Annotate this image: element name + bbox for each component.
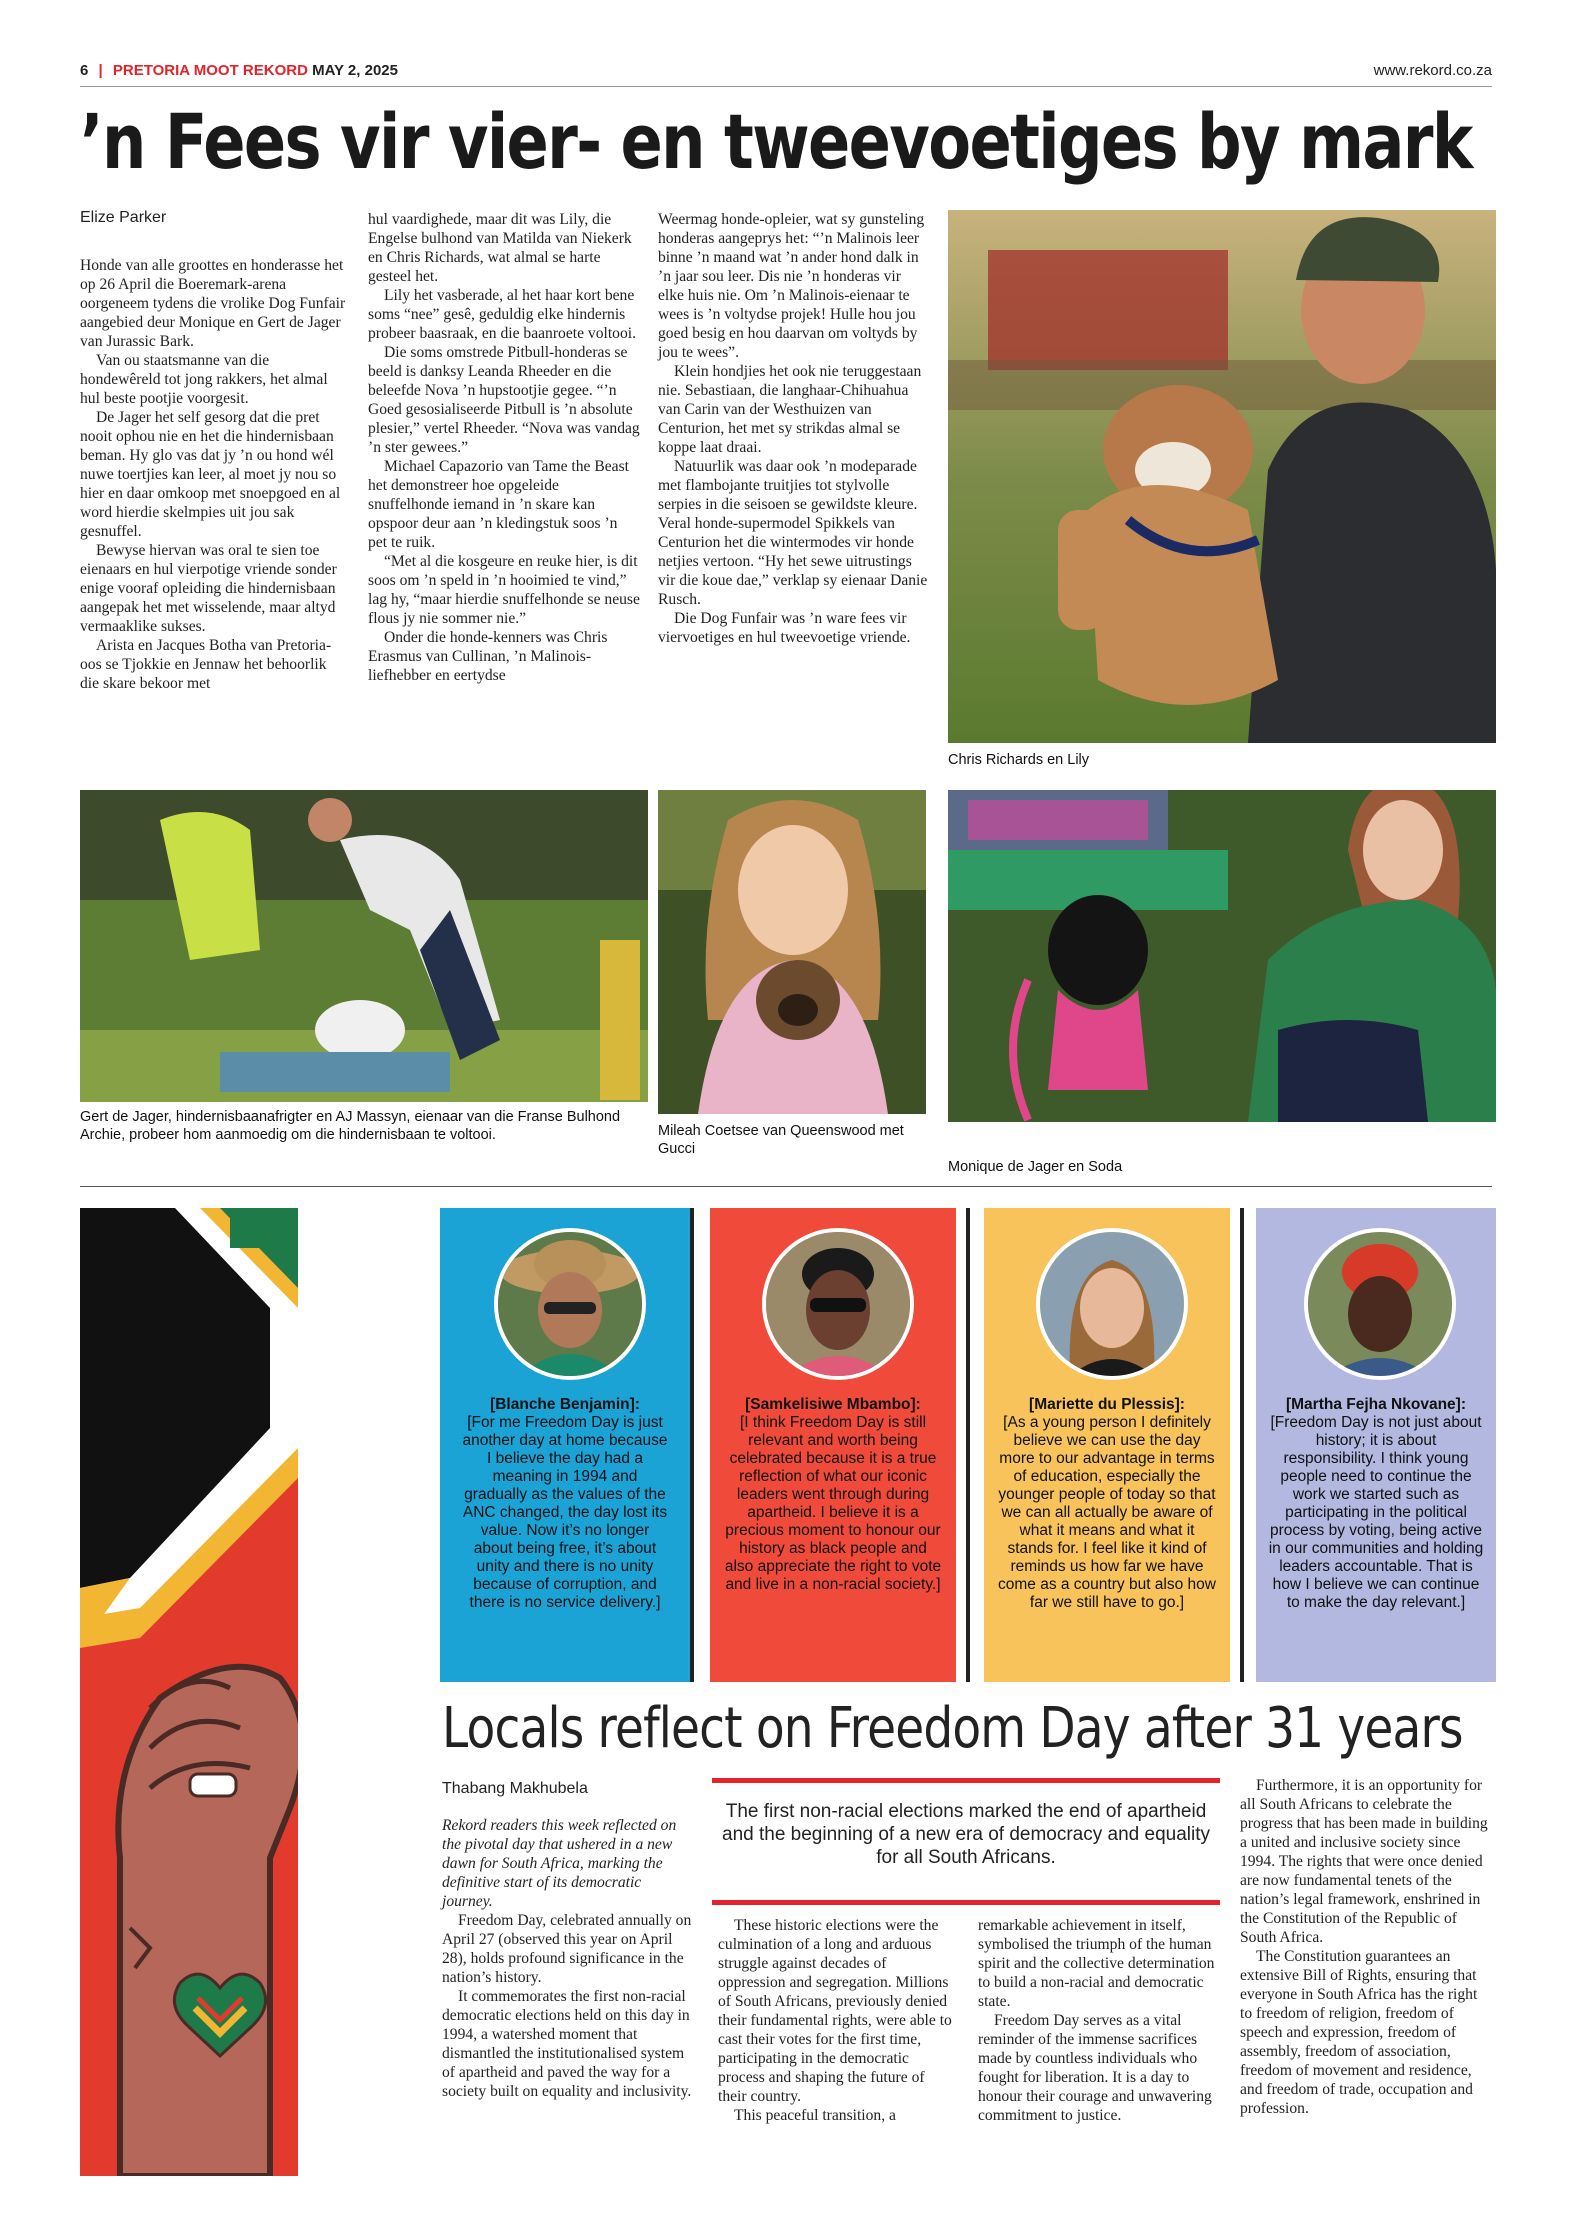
article-column-1 xyxy=(80,256,348,693)
paragraph: These historic elections were the culmination of a long and arduous struggle against decades of oppression and segregation. Millions of South Africans, previously denied their fundamental rights, were able to cast their votes for the first time, participating in the democratic process and shaping the future of their country. xyxy=(718,1917,952,2105)
paragraph xyxy=(442,1816,694,1911)
paragraph: hul vaardighede, maar dit was Lily, die Engelse bulhond van Matilda van Niekerk en Chris Richards, wat almal se harte gesteel het. xyxy=(368,211,632,285)
paragraph: Furthermore, it is an opportunity for all South Africans to celebrate the progress that has been made in building a united and inclusive society since 1994. The rights that were once denied are now fundamental tenets of the nation’s legal framework, enshrined in the Constitution of the Republic of South Africa. xyxy=(1240,1777,1488,1946)
quote-text-blanche xyxy=(460,1396,670,1612)
avatar xyxy=(494,1228,646,1380)
paragraph: “Met al die kosgeure en reuke hier, is dit soos om ’n speld in ’n hooimied te vind,” lag hy, “maar hierdie snuffelhonde se neuse flous jy nie sommer nie.” xyxy=(368,553,640,627)
pullquote: The first non-racial elections marked the end of apartheid and the beginning of a new era of democracy and equality for all South Africans. xyxy=(722,1801,1210,1868)
freedom-column-2 xyxy=(718,1916,956,2125)
website-link[interactable]: www.rekord.co.za xyxy=(1373,62,1492,79)
paragraph: Lily het vasberade, al het haar kort bene soms “nee” gesê, geduldig elke hindernis probeer baasraak, en die baanroete voltooi. xyxy=(368,287,637,342)
paragraph: Onder die honde-kenners was Chris Erasmus van Cullinan, ’n Malinois-liefhebber en eertydse xyxy=(368,629,608,684)
paragraph: This peaceful transition, a xyxy=(734,2107,896,2124)
paragraph: remarkable achievement in itself, symbolised the triumph of the human spirit and the collective determination to build a non-racial and democratic state. xyxy=(978,1917,1215,2010)
quote-body: [For me Freedom Day is just another day at home because I believe the day had a meaning in 1994 and gradually as the values of the ANC changed, the day lost its value. Now it’s no longer about being free, it’s about unity and there is no unity because of corruption, and there is no service delivery.] xyxy=(462,1414,668,1611)
paragraph: Honde van alle groottes en honderasse het op 26 April die Boeremark-arena oorgeneem tydens die vrolike Dog Funfair aangebied deur Monique en Gert de Jager van Jurassic Bark. xyxy=(80,257,346,350)
article-column-3 xyxy=(658,210,930,647)
publication-date: MAY 2, 2025 xyxy=(312,62,398,79)
article-column-2 xyxy=(368,210,640,685)
article-byline: Elize Parker xyxy=(80,209,167,226)
caption-monique: Monique de Jager en Soda xyxy=(948,1159,1123,1175)
freedom-headline: Locals reflect on Freedom Day after 31 years xyxy=(442,1696,1463,1761)
paragraph: Weermag honde-opleier, wat sy gunsteling honderas aangeprys het: “’n Malinois leer binne ’n maand wat ’n ander hond dalk in ’n jaar sou leer. Dis nie ’n honderas vir elke huis nie. Om ’n Malinois-eienaar te wees is ’n voltydse projek! Hulle hou jou goed besig en hou daarvan om voltyds by jou te wees”. xyxy=(658,211,925,361)
paragraph: Van ou staatsmanne van die hondewêreld tot jong rakkers, het almal hul beste pootjie voorgesit. xyxy=(80,352,328,407)
quote-text-mariette xyxy=(998,1396,1216,1612)
quote-body: [As a young person I definitely believe we can use the day more to our advantage in terms of education, especially the younger people of today so that we can all actually be aware of what it means and what it stands for. I feel like it kind of reminds us how far we have come as a country but also how far we still have to go.] xyxy=(998,1414,1216,1611)
caption-mileah: Mileah Coetsee van Queenswood met Gucci xyxy=(658,1123,904,1157)
caption-chris: Chris Richards en Lily xyxy=(948,752,1090,768)
panel-divider xyxy=(966,1208,970,1682)
caption-gert: Gert de Jager, hindernisbaanafrigter en AJ Massyn, eienaar van die Franse Bulhond Archie, probeer hom aanmoedig om die hindernisbaan te voltooi. xyxy=(80,1109,621,1143)
quote-text-samkelisiwe xyxy=(724,1396,942,1594)
paragraph: Die Dog Funfair was ’n ware fees vir viervoetiges en hul tweevoetige vriende. xyxy=(658,610,911,646)
header-rule xyxy=(80,86,1492,87)
quote-name: [Samkelisiwe Mbambo]: xyxy=(745,1396,921,1413)
photo-gert-de-jager xyxy=(80,790,648,1102)
pullquote-rule-top xyxy=(712,1778,1220,1783)
section-divider xyxy=(80,1186,1492,1187)
flag-fist-artwork xyxy=(80,1208,298,2176)
paragraph: Klein hondjies het ook nie teruggestaan nie. Sebastiaan, die langhaar-Chihuahua van Carin van der Westhuizen van Centurion, het met sy strikdas almal se koppe laat draai. xyxy=(658,363,922,456)
paragraph: Bewyse hiervan was oral te sien toe eienaars en hul vierpotige vriende sonder enige vooraf opleiding die hindernisbaan aangepak het met wisselende, maar altyd vermaaklike sukses. xyxy=(80,542,337,635)
quote-text-martha xyxy=(1268,1396,1484,1612)
panel-divider xyxy=(1240,1208,1244,1682)
publication-name: PRETORIA MOOT REKORD xyxy=(112,62,308,79)
quote-body: [Freedom Day is not just about history; it is about responsibility. I think young people need to continue the work we started such as participating in the political process by voting, being active in our communities and holding leaders accountable. That is how I believe we can continue to make the day relevant.] xyxy=(1268,1414,1484,1611)
quote-panel-mariette xyxy=(984,1208,1230,1682)
quote-panel-samkelisiwe xyxy=(710,1208,956,1682)
photo-chris-and-lily xyxy=(948,210,1496,743)
paragraph: Natuurlik was daar ook ’n modeparade met flambojante truitjies tot stylvolle serpies in die seisoen se gewildste kleure. Veral honde-supermodel Spikkels van Centurion het die wintermodes vir honde netjies vertoon. “Hy het sewe uitrustings vir die koue dae,” verklap sy eienaar Danie Rusch. xyxy=(658,458,928,608)
quote-name: [Mariette du Plessis]: xyxy=(1029,1396,1185,1413)
paragraph: Freedom Day, celebrated annually on April 27 (observed this year on April 28), holds profound significance in the nation’s history. xyxy=(442,1912,692,1986)
photo-mileah xyxy=(658,790,926,1114)
avatar xyxy=(762,1228,914,1380)
article-headline: ’n Fees vir vier- en tweevoetiges by mark xyxy=(80,97,1472,186)
paragraph: Freedom Day serves as a vital reminder of the immense sacrifices made by countless individuals who fought for liberation. It is a day to honour their courage and unwavering commitment to justice. xyxy=(978,2012,1212,2124)
freedom-column-4 xyxy=(1240,1776,1490,2118)
quote-name: [Blanche Benjamin]: xyxy=(490,1396,640,1413)
paragraph: Arista en Jacques Botha van Pretoria-oos se Tjokkie en Jennaw het behoorlik die skare bekoor met xyxy=(80,637,332,692)
paragraph: Die soms omstrede Pitbull-honderas se beeld is danksy Leanda Rheeder en die beleefde Nova ’n hupstootjie gegee. “’n Goed gesosialiseerde Pitbull is ’n absolute plesier,” vertel Rheeder. “Nova was vandag ’n ster gewees.” xyxy=(368,344,640,456)
paragraph-text: Rekord readers this week reflected on the pivotal day that ushered in a new dawn for South Africa, marking the definitive start of its democratic journey. xyxy=(442,1817,677,1910)
freedom-byline: Thabang Makhubela xyxy=(442,1780,588,1797)
quote-name: [Martha Fejha Nkovane]: xyxy=(1285,1396,1466,1413)
photo-monique xyxy=(948,790,1496,1122)
header-separator: | xyxy=(98,62,103,79)
paragraph: It commemorates the first non-racial democratic elections held on this day in 1994, a watershed moment that dismantled the institutionalised system of apartheid and paved the way for a society built on equality and inclusivity. xyxy=(442,1988,692,2100)
freedom-column-1 xyxy=(442,1816,694,2101)
paragraph: The Constitution guarantees an extensive Bill of Rights, ensuring that everyone in South Africa has the right to freedom of religion, freedom of speech and expression, freedom of assembly, freedom of association, freedom of movement and residence, and freedom of trade, occupation and profession. xyxy=(1240,1948,1478,2117)
panel-divider xyxy=(690,1208,694,1682)
paragraph: De Jager het self gesorg dat die pret nooit ophou nie en het die hindernisbaan beman. Hy glo vas dat jy ’n ou hond wél nuwe toertjies kan leer, al moet jy nou so hier en daar omkoop met snoepgoed en al word hierdie skelmpies uit jou sak gesnuffel. xyxy=(80,409,341,540)
freedom-column-3 xyxy=(978,1916,1216,2125)
avatar xyxy=(1304,1228,1456,1380)
page-number: 6 xyxy=(80,62,89,79)
avatar xyxy=(1036,1228,1188,1380)
page-header xyxy=(80,62,398,79)
quote-panel-blanche xyxy=(440,1208,690,1682)
quote-body: [I think Freedom Day is still relevant and worth being celebrated because it is a true reflection of what our iconic leaders went through during apartheid. I believe it is a precious moment to honour our history as black people and also appreciate the right to vote and live in a non-racial society.] xyxy=(724,1414,942,1593)
pullquote-rule-bottom xyxy=(712,1900,1220,1905)
paragraph: Michael Capazorio van Tame the Beast het demonstreer hoe opgeleide snuffelhonde iemand in ’n skare kan opspoor deur aan ’n kledingstuk soos ’n pet te ruik. xyxy=(368,458,629,551)
quote-panel-martha xyxy=(1256,1208,1496,1682)
